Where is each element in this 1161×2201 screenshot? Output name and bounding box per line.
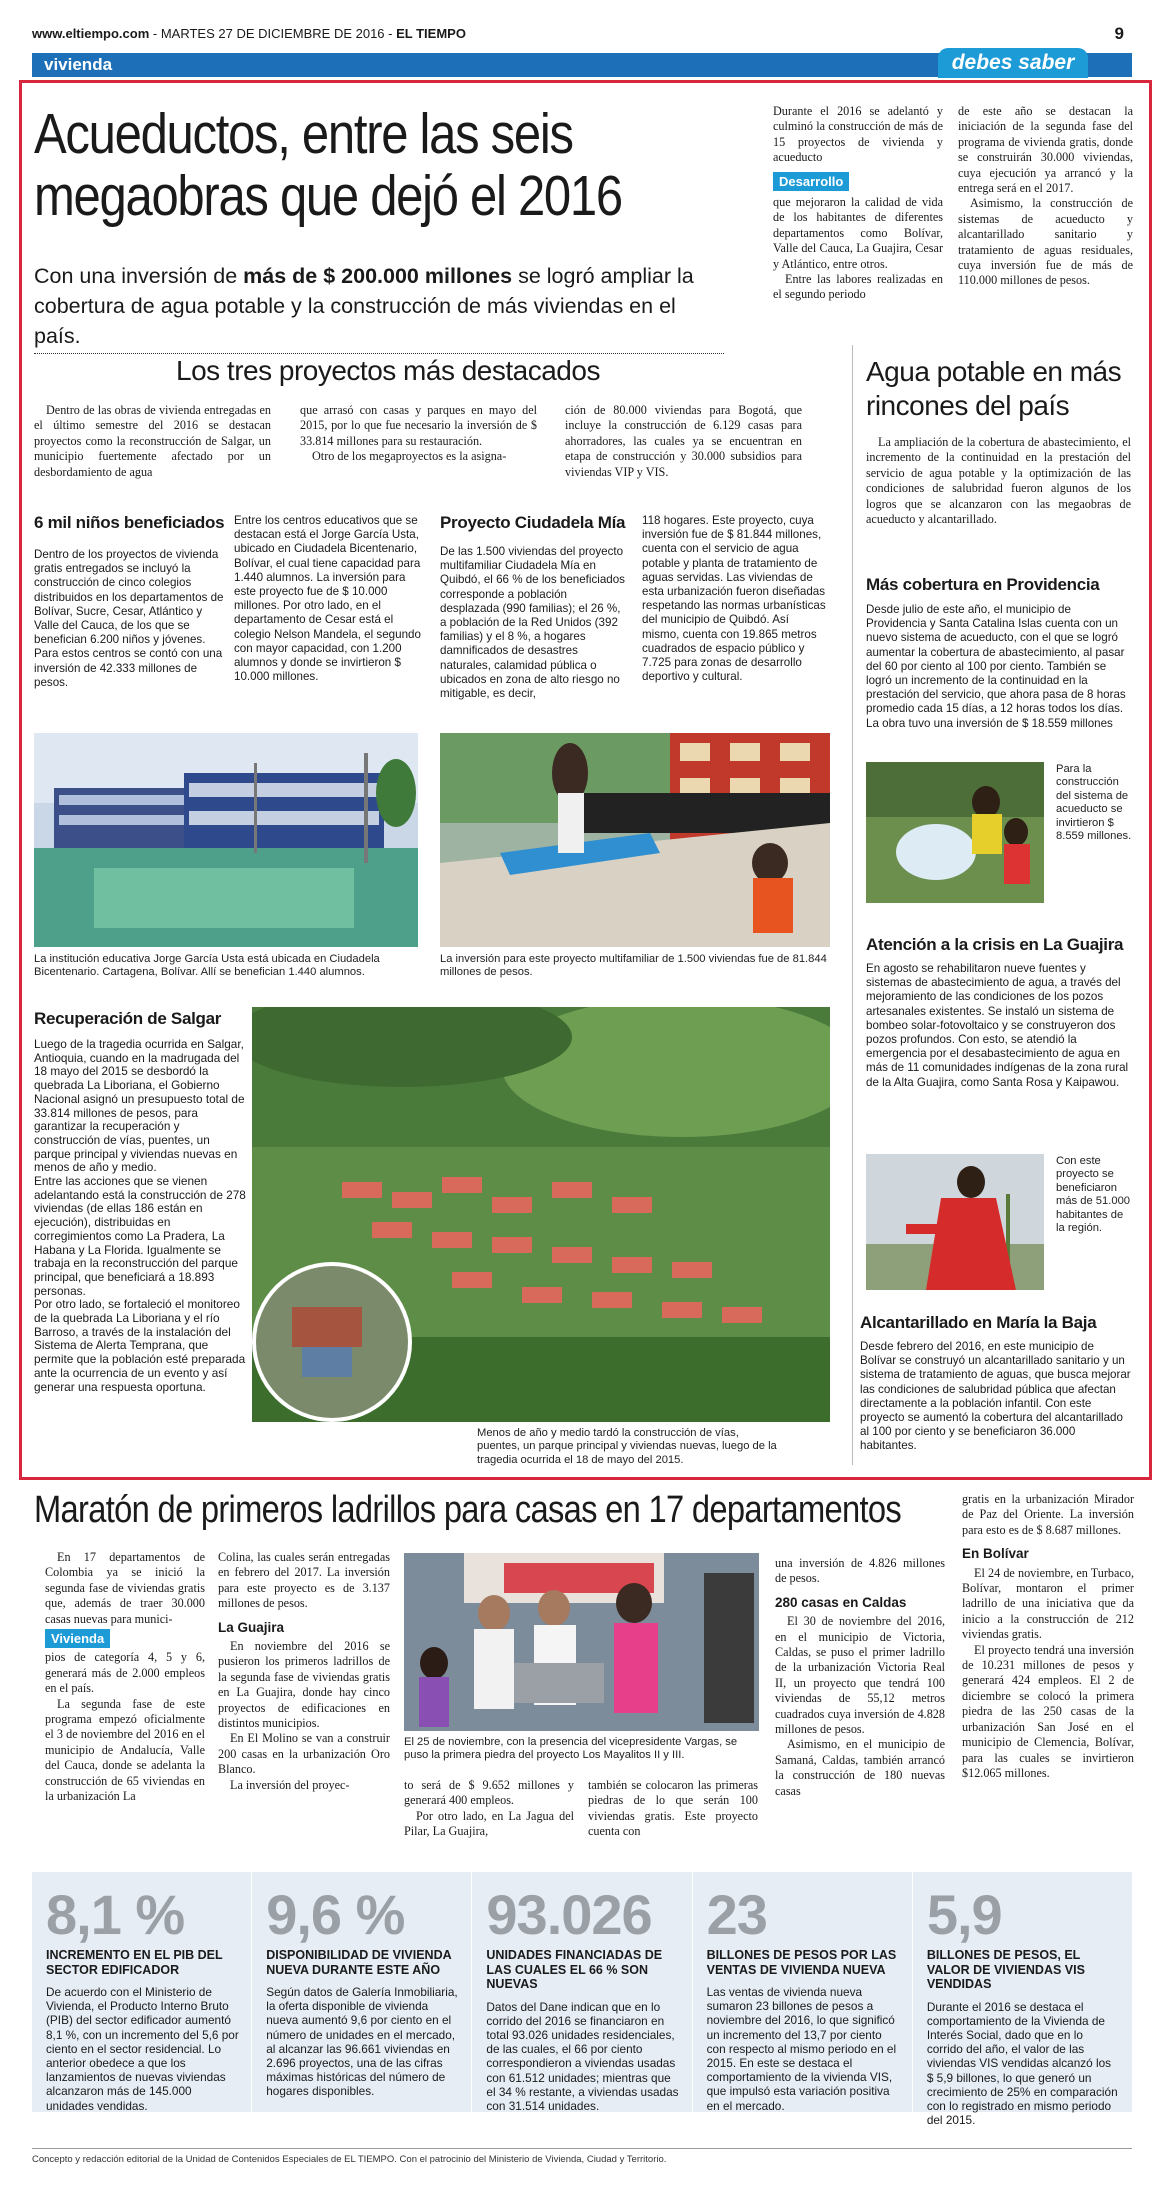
ciudadela-col-1: De las 1.500 viviendas del proyecto multifamiliar Ciudadela Mía en Quibdó, el 66 % de los beneficiados corresponde a población desplazada (990 familias); el 26 %, a población de la Red Unidos (392 familias) y el 8 %, a hogares damnificados de desastres naturales, calamidad pública o ubicados en zona de alto riesgo no mitigable, es decir,	[440, 545, 625, 701]
projects-col-1: Dentro de las obras de vivienda entregadas en el último semestre del 2016 se destacan proyectos como la reconstrucción de Salgar, un municipio fuertemente afectado por un desbordamiento de agua	[34, 403, 271, 479]
header-date: - MARTES 27 DE DICIEMBRE DE 2016 -	[149, 26, 393, 41]
stat-number: 9,6 %	[266, 1883, 405, 1946]
projects-col-3: ción de 80.000 viviendas para Bogotá, que incluye la construcción de 6.129 casas para ahorradores, las cuales ya se encuentran en etapa de construcción y 30.000 subsidios para viviendas VIP y VIS.	[565, 403, 802, 479]
paper-name: EL TIEMPO	[396, 26, 466, 41]
footer-rule	[32, 2148, 1132, 2149]
salgar-caption: Menos de año y medio tardó la construcción de vías, puentes, un parque principal y viviendas nuevas, luego de la tragedia ocurrida el 18 de mayo del 2015.	[477, 1427, 777, 1466]
stat-2	[252, 1872, 472, 2112]
agua-divider	[852, 345, 853, 1465]
guajira-subheading: La Guajira	[218, 1619, 285, 1635]
stat-number: 93.026	[486, 1883, 652, 1946]
stat-text: Datos del Dane indican que en lo corrido del 2016 se financiaron en total 93.026 unidades residenciales, de las cuales, el 66 por ciento correspondieron a viviendas usadas con 61.512 unidades; mientras que el 34 % restante, a viviendas usadas con 31.514 unidades.	[486, 1999, 679, 2113]
alcantarillado-heading: Alcantarillado en María la Baja	[860, 1313, 1097, 1332]
stat-1	[32, 1872, 252, 2112]
site-url[interactable]: www.eltiempo.com	[32, 26, 150, 41]
stat-number: 8,1 %	[46, 1883, 185, 1946]
ceremony-caption: El 25 de noviembre, con la presencia del vicepresidente Vargas, se puso la primera piedra del proyecto Los Mayalitos II y III.	[404, 1736, 738, 1762]
providencia-heading: Más cobertura en Providencia	[866, 575, 1100, 594]
stat-title: BILLONES DE PESOS POR LAS VENTAS DE VIVIENDA NUEVA	[706, 1948, 897, 1977]
quibdo-photo	[440, 733, 830, 947]
intro-col-2: de este año se destacan la iniciación de la segunda fase del programa de vivienda gratis, donde se construirán 30.000 viviendas, cuya ejecución ya arrancó y la entrega será en el 2017. Asimismo, la construcción de sistemas de acueducto y alcantarillado sanitario y tratamiento de aguas residuales, cuya inversión fue de más de 110.000 millones de pesos.	[958, 104, 1133, 288]
ciudadela-col-2: 118 hogares. Este proyecto, cuya inversión fue de $ 81.844 millones, cuenta con el servicio de agua potable y planta de tratamiento de aguas servidas. Las viviendas de esta urbanización fueron diseñadas respetando las normas urbanísticas del municipio de Quibdó. Así mismo, cuenta con 19.865 metros cuadrados de espacio público y 7.725 para zonas de desarrollo deportivo y cultural.	[642, 514, 826, 684]
stat-title: INCREMENTO EN EL PIB DEL SECTOR EDIFICADOR	[46, 1948, 223, 1977]
salgar-photo	[252, 1007, 830, 1422]
providencia-caption: Para la construcción del sistema de acueducto se invirtieron $ 8.559 millones.	[1056, 763, 1132, 843]
agua-intro: La ampliación de la cobertura de abastecimiento, el incremento de la continuidad en la prestación del servicio de agua potable y la optimización de las condiciones de salubridad fueron algunos de los logros que se alcanzaron con las megaobras de acueducto y alcantarillado.	[866, 435, 1131, 527]
stat-3	[472, 1872, 692, 2112]
stat-4	[693, 1872, 913, 2112]
providencia-photo	[866, 762, 1044, 903]
page-header	[32, 26, 1130, 46]
stat-title: UNIDADES FINANCIADAS DE LAS CUALES EL 66 % SON NUEVAS	[486, 1948, 663, 1991]
second-title: Maratón de primeros ladrillos para casas en 17 departamentos	[34, 1489, 901, 1531]
bolivar-subheading: En Bolívar	[962, 1546, 1029, 1562]
second-col-2: Colina, las cuales serán entregadas en febrero del 2017. La inversión para este proyecto es de 3.137 millones de pesos. La Guajira En noviembre del 2016 se pusieron los primeros ladrillos de la segunda fase de viviendas gratis en La Guajira, donde hay cinco proyectos de edificaciones en distintos municipios. En El Molino se van a construir 200 casas en la urbanización Oro Blanco. La inversión del proyec-	[218, 1550, 390, 1792]
caldas-subheading: 280 casas en Caldas	[775, 1594, 907, 1610]
ciudadela-heading: Proyecto Ciudadela Mía	[440, 513, 626, 532]
projects-heading: Los tres proyectos más destacados	[176, 355, 600, 386]
guajira-photo	[866, 1154, 1044, 1290]
tag-desarrollo: Desarrollo	[773, 172, 849, 191]
ceremony-photo	[404, 1553, 759, 1731]
stat-text: Según datos de Galería Inmobiliaria, la oferta disponible de vivienda nueva aumentó 9,6 por ciento en el número de unidades en el mercado, al alcanzar las 96.661 viviendas en 2.696 proyectos, una de las cifras máximas históricas del número de hogares disponibles.	[266, 1985, 458, 2099]
quibdo-caption: La inversión para este proyecto multifamiliar de 1.500 viviendas fue de 81.844 millones de pesos.	[440, 953, 827, 979]
projects-col-2: que arrasó con casas y parques en mayo del 2015, por lo que fue necesario la inversión de $ 33.814 millones para su restauración. Otro de los megaproyectos es la asigna-	[300, 403, 537, 464]
stat-title: BILLONES DE PESOS, EL VALOR DE VIVIENDAS VIS VENDIDAS	[926, 1948, 1085, 1991]
second-col-3: to será de $ 9.652 millones y generará 400 empleos. Por otro lado, en La Jagua del Pilar, La Guajira,	[404, 1778, 574, 1839]
stat-number: 5,9	[926, 1883, 1002, 1946]
school-caption: La institución educativa Jorge García Usta está ubicada en Ciudadela Bicentenario. Cartagena, Bolívar. Allí se benefician 1.440 alumnos.	[34, 953, 380, 979]
ninos-col-2: Entre los centros educativos que se destacan está el Jorge García Usta, ubicado en Ciudadela Bicentenario, Bolívar, el cual tiene capacidad para 1.440 alumnos. La inversión para este proyecto fue de $ 10.000 millones. Por otro lado, en el departamento de Cesar está el colegio Nelson Mandela, el segundo con mayor capacidad, con 1.200 alumnos y donde se invirtieron $ 10.000 millones.	[234, 514, 421, 684]
stat-5	[913, 1872, 1132, 2128]
stats-band	[32, 1872, 1132, 2128]
guajira-caption: Con este proyecto se beneficiaron más de 51.000 habitantes de la región.	[1056, 1155, 1131, 1235]
second-col-3b: también se colocaron las primeras piedras de lo que serán 100 viviendas gratis. Este proyecto cuenta con	[588, 1778, 758, 1839]
salgar-text: Luego de la tragedia ocurrida en Salgar, Antioquia, cuando en la madrugada del 18 mayo del 2015 se desbordó la quebrada La Liboriana, el Gobierno Nacional asignó un presupuesto total de 33.814 millones de pesos, para garantizar la recuperación y construcción de vías, puentes, un parque principal y viviendas nuevas en menos de año y medio. Entre las acciones que se vienen adelantando está la construcción de 278 viviendas (de ellas 186 están en ejecución), distribuidas en corregimientos como La Pradera, La Habana y La Florida. Igualmente se trabaja en la reconstrucción del parque principal, que beneficiará a 18.893 personas. Por otro lado, se fortaleció el monitoreo de la quebrada La Liboriana y el río Barroso, a través de la instalación del Sistema de Alerta Temprana, que permite que la población esté preparada ante la ocurrencia de un evento y así generar una respuesta oportuna.	[34, 1037, 246, 1394]
stat-text: Durante el 2016 se destaca el comportamiento de la Vivienda de Interés Social, dado que en lo corrido del año, el valor de las viviendas VIS vendidas alcanzó los $ 5,9 billones, lo que generó un crecimiento de 25% en comparación con lo registrado en mismo periodo del 2015.	[926, 1999, 1118, 2128]
stat-text: Las ventas de vivienda nueva sumaron 23 billones de pesos a noviembre del 2016, lo que significó un incremento del 13,7 por ciento con respecto al mismo periodo en el 2015. En este se destaca el comportamiento de la vivienda VIS, que impulsó esta variación positiva en el mercado.	[706, 1985, 897, 2113]
second-col-5: gratis en la urbanización Mirador de Paz del Oriente. La inversión para esto es de $ 8.687 millones. En Bolívar El 24 de noviembre, en Turbaco, Bolívar, montaron el primer ladrillo de una iniciativa que da inicio a la construcción de 212 viviendas gratis. El proyecto tendrá una inversión de 10.231 millones de pesos y generará 424 empleos. El 2 de diciembre se colocó la primera piedra de las 250 casas de la urbanización San José en el municipio de Clemencia, Bolívar, para las cuales se invirtieron $12.065 millones.	[962, 1492, 1134, 1780]
footer-credit: Concepto y redacción editorial de la Unidad de Contenidos Especiales de EL TIEMPO. Con el patrocinio del Ministerio de Vivienda, Ciudad y Territorio.	[32, 2154, 667, 2165]
school-photo	[34, 733, 418, 947]
section-label: vivienda	[44, 55, 113, 74]
salgar-heading: Recuperación de Salgar	[34, 1009, 222, 1028]
ninos-col-1: Dentro de los proyectos de vivienda gratis entregados se incluyó la construcción de cinco colegios distribuidos en los departamentos de Bolívar, Sucre, Cesar, Atlántico y Valle del Cauca, de los que se benefician 6.200 niños y jóvenes. Para estos centros se contó con una inversión de 42.333 millones de pesos.	[34, 548, 224, 689]
article-title: Acueductos, entre las seis megaobras que dejó el 2016	[34, 102, 622, 228]
agua-heading: Agua potable en más rincones del país	[866, 356, 1122, 421]
article-lead: Con una inversión de más de $ 200.000 millones se logró ampliar la cobertura de agua potable y la construcción de más viviendas en el país.	[34, 261, 724, 354]
intro-col-1: Durante el 2016 se adelantó y culminó la construcción de más de 15 proyectos de vivienda y acueducto Desarrollo que mejoraron la calidad de vida de los habitantes de diferentes departamentos como Bolívar, Valle del Cauca, La Guajira, Cesar y Atlántico, entre otros. Entre las labores realizadas en el segundo periodo	[773, 104, 943, 302]
providencia-text: Desde julio de este año, el municipio de Providencia y Santa Catalina Islas cuenta con un nuevo sistema de acueducto, con el que se logró aumentar la cobertura de abastecimiento, al pasar del 60 por ciento al 100 por ciento. También se logró un incremento de la continuidad en la prestación del servicio, que ahora pasa de 8 horas promedio cada 15 días, a 12 horas todos los días. La obra tuvo una inversión de $ 18.559 millones	[866, 603, 1126, 730]
stat-number: 23	[706, 1883, 767, 1946]
stat-title: DISPONIBILIDAD DE VIVIENDA NUEVA DURANTE ESTE AÑO	[266, 1948, 452, 1977]
tag-vivienda: Vivienda	[45, 1629, 110, 1648]
guajira-text: En agosto se rehabilitaron nueve fuentes y sistemas de abastecimiento de agua, a través del mejoramiento de las condiciones de los pozos artesanales existentes. Se instaló un sistema de bombeo solar-fotovoltaico y se construyeron dos pozos profundos. Con esto, se atendió la emergencia por el desabastecimiento de agua en más de 11 comunidades indígenas de la zona rural de la Alta Guajira, como Santa Rosa y Kaipawou.	[866, 962, 1129, 1089]
ninos-heading: 6 mil niños beneficiados	[34, 513, 225, 532]
guajira-heading: Atención a la crisis en La Guajira	[866, 935, 1124, 954]
second-col-1: En 17 departamentos de Colombia ya se inició la segunda fase de viviendas gratis que, además de traer 30.000 casas nuevas para munici- Vivienda pios de categoría 4, 5 y 6, generará más de 2.000 empleos en el país. La segunda fase de este programa empezó oficialmente el 3 de noviembre del 2016 en el municipio de Andalucía, Valle del Cauca, donde se adelanta la construcción de 65 viviendas en la urbanización La	[45, 1550, 205, 1804]
debes-saber-badge: debes saber	[938, 48, 1088, 78]
alcantarillado-text: Desde febrero del 2016, en este municipio de Bolívar se construyó un alcantarillado sanitario y un sistema de tratamiento de aguas, que busca mejorar las condiciones de salubridad pública que afectan directamente a la población infantil. Con este proyecto se aumentó la cobertura del alcantarillado al 100 por ciento y se beneficiaron 36.000 habitantes.	[860, 1340, 1131, 1453]
second-col-4: una inversión de 4.826 millones de pesos. 280 casas en Caldas El 30 de noviembre del 2016, en el municipio de Victoria, Caldas, se puso el primer ladrillo de la urbanización Victoria Real II, un proyecto que tendrá 100 viviendas de 55,12 metros cuadrados cuya inversión de 4.828 millones de pesos. Asimismo, en el municipio de Samaná, Caldas, también arrancó la construcción de 180 nuevas casas	[775, 1556, 945, 1798]
page-number: 9	[1114, 24, 1124, 43]
stat-text: De acuerdo con el Ministerio de Vivienda, el Producto Interno Bruto (PIB) del sector edificador aumentó 8,1 %, con un incremento del 5,6 por ciento en el sector residencial. Lo anterior obedece a que los lanzamientos de nuevas viviendas alcanzaron más de 145.000 unidades vendidas.	[46, 1985, 239, 2113]
